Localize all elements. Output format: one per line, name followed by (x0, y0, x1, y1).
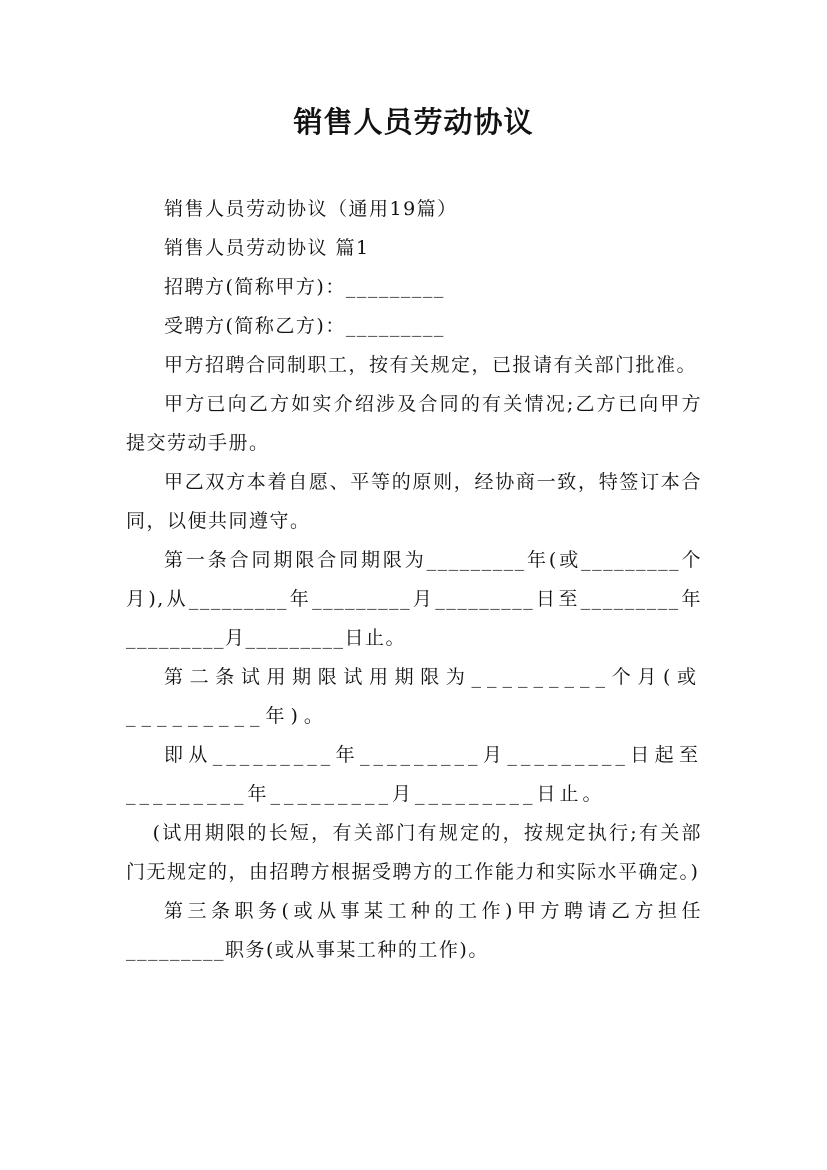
paragraph-article-1: 第一条合同期限合同期限为_________年(或_________个月),从_________年_________月_________日至_________年_________月_________日止。 (126, 549, 702, 649)
document-body (126, 190, 702, 970)
paragraph-section-heading: 销售人员劳动协议 篇1 (164, 237, 370, 259)
paragraph-approval: 甲方招聘合同制职工，按有关规定，已报请有关部门批准。 (164, 354, 698, 376)
paragraph-article-2: 第二条试用期限试用期限为_________个月(或_________年)。 (126, 666, 702, 727)
paragraph-disclosure: 甲方已向乙方如实介绍涉及合同的有关情况;乙方已向甲方提交劳动手册。 (126, 393, 702, 454)
paragraph-probation-note: (试用期限的长短，有关部门有规定的，按规定执行;有关部门无规定的，由招聘方根据受聘方的工作能力和实际水平确定。) (126, 822, 702, 883)
paragraph-article-3: 第三条职务(或从事某工种的工作)甲方聘请乙方担任_________职务(或从事某工种的工作)。 (126, 900, 702, 961)
paragraph-subtitle: 销售人员劳动协议（通用19篇） (164, 198, 458, 220)
paragraph-employee: 受聘方(简称乙方)：_________ (164, 315, 445, 337)
paragraph-principle: 甲乙双方本着自愿、平等的原则，经协商一致，特签订本合同，以便共同遵守。 (126, 471, 702, 532)
paragraph-probation-dates: 即从_________年_________月_________日起至_________年_________月_________日止。 (126, 744, 702, 805)
document-title: 销售人员劳动协议 (293, 105, 534, 139)
paragraph-employer: 招聘方(简称甲方)：_________ (164, 276, 445, 298)
